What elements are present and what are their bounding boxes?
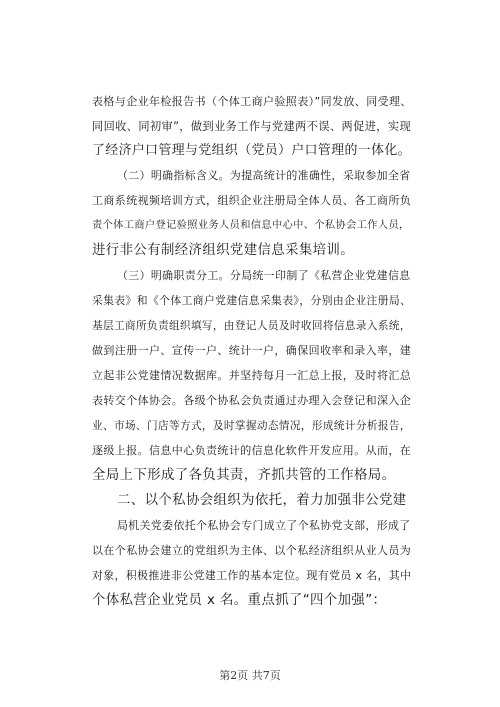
text-line-7: 进行非公有制经济组织党建信息采集培训。 xyxy=(92,243,355,258)
text-line-3: 了经济户口管理与党组织（党员）户口管理的一体化。 xyxy=(92,143,411,158)
text-line-1: 表格与企业年检报告书（个体工商户验照表）”同发放、同受理、 xyxy=(92,95,412,108)
text-line-14: 业、市场、门店等方式，及时掌握动态情况，形成统计分析报告， xyxy=(92,420,411,432)
text-line-13: 表转交个体协会。各级个协私会负责通过办理入会登记和深入企 xyxy=(92,394,412,407)
text-line-21: 个体私营企业党员 x 名。重点抓了“四个加强”： xyxy=(92,593,387,608)
text-line-6: 责个体工商户登记验照业务人员和信息中心中、个私协会工作人员， xyxy=(92,220,410,231)
text-line-2: 同回收、同初审”，做到业务工作与党建两不误、两促进，实现 xyxy=(92,120,412,133)
text-line-9: 采集表》和《个体工商户党建信息采集表》，分别由企业注册局、 xyxy=(92,294,412,307)
text-line-16: 全局上下形成了各负其责，齐抓共管的工作格局。 xyxy=(92,468,396,483)
section-heading: 二、以个私协会组织为依托，着力加强非公党建 xyxy=(117,493,407,508)
text-line-19: 以在个私协会建立的党组织为主体、以个私经济组织从业人员为 xyxy=(92,544,412,557)
text-line-11: 做到注册一户、宣传一户、统计一户，确保回收率和录入率，建 xyxy=(92,344,412,357)
page-number-footer: 第2页 共7页 xyxy=(219,669,281,682)
text-line-5: 工商系统视频培训方式，组织企业注册局全体人员、各工商所负 xyxy=(92,194,412,207)
text-line-4: （二）明确指标含义。为提高统计的准确性，采取参加全省 xyxy=(117,169,411,182)
text-line-12: 立起非公党建情况数据库。并坚持每月一汇总上报，及时将汇总 xyxy=(92,369,412,382)
text-line-15: 逐级上报。信息中心负责统计的信息化软件开发应用。从而，在 xyxy=(92,444,412,457)
text-line-8: （三）明确职责分工。分局统一印制了《私营企业党建信息 xyxy=(117,269,411,282)
text-line-18: 局机关党委依托个私协会专门成立了个私协党支部，形成了 xyxy=(117,519,411,532)
text-line-10: 基层工商所负责组织填写，由登记人员及时收回将信息录入系统， xyxy=(92,320,411,332)
text-line-20: 对象，积极推进非公党建工作的基本定位。现有党员 x 名，其中 xyxy=(92,569,412,582)
